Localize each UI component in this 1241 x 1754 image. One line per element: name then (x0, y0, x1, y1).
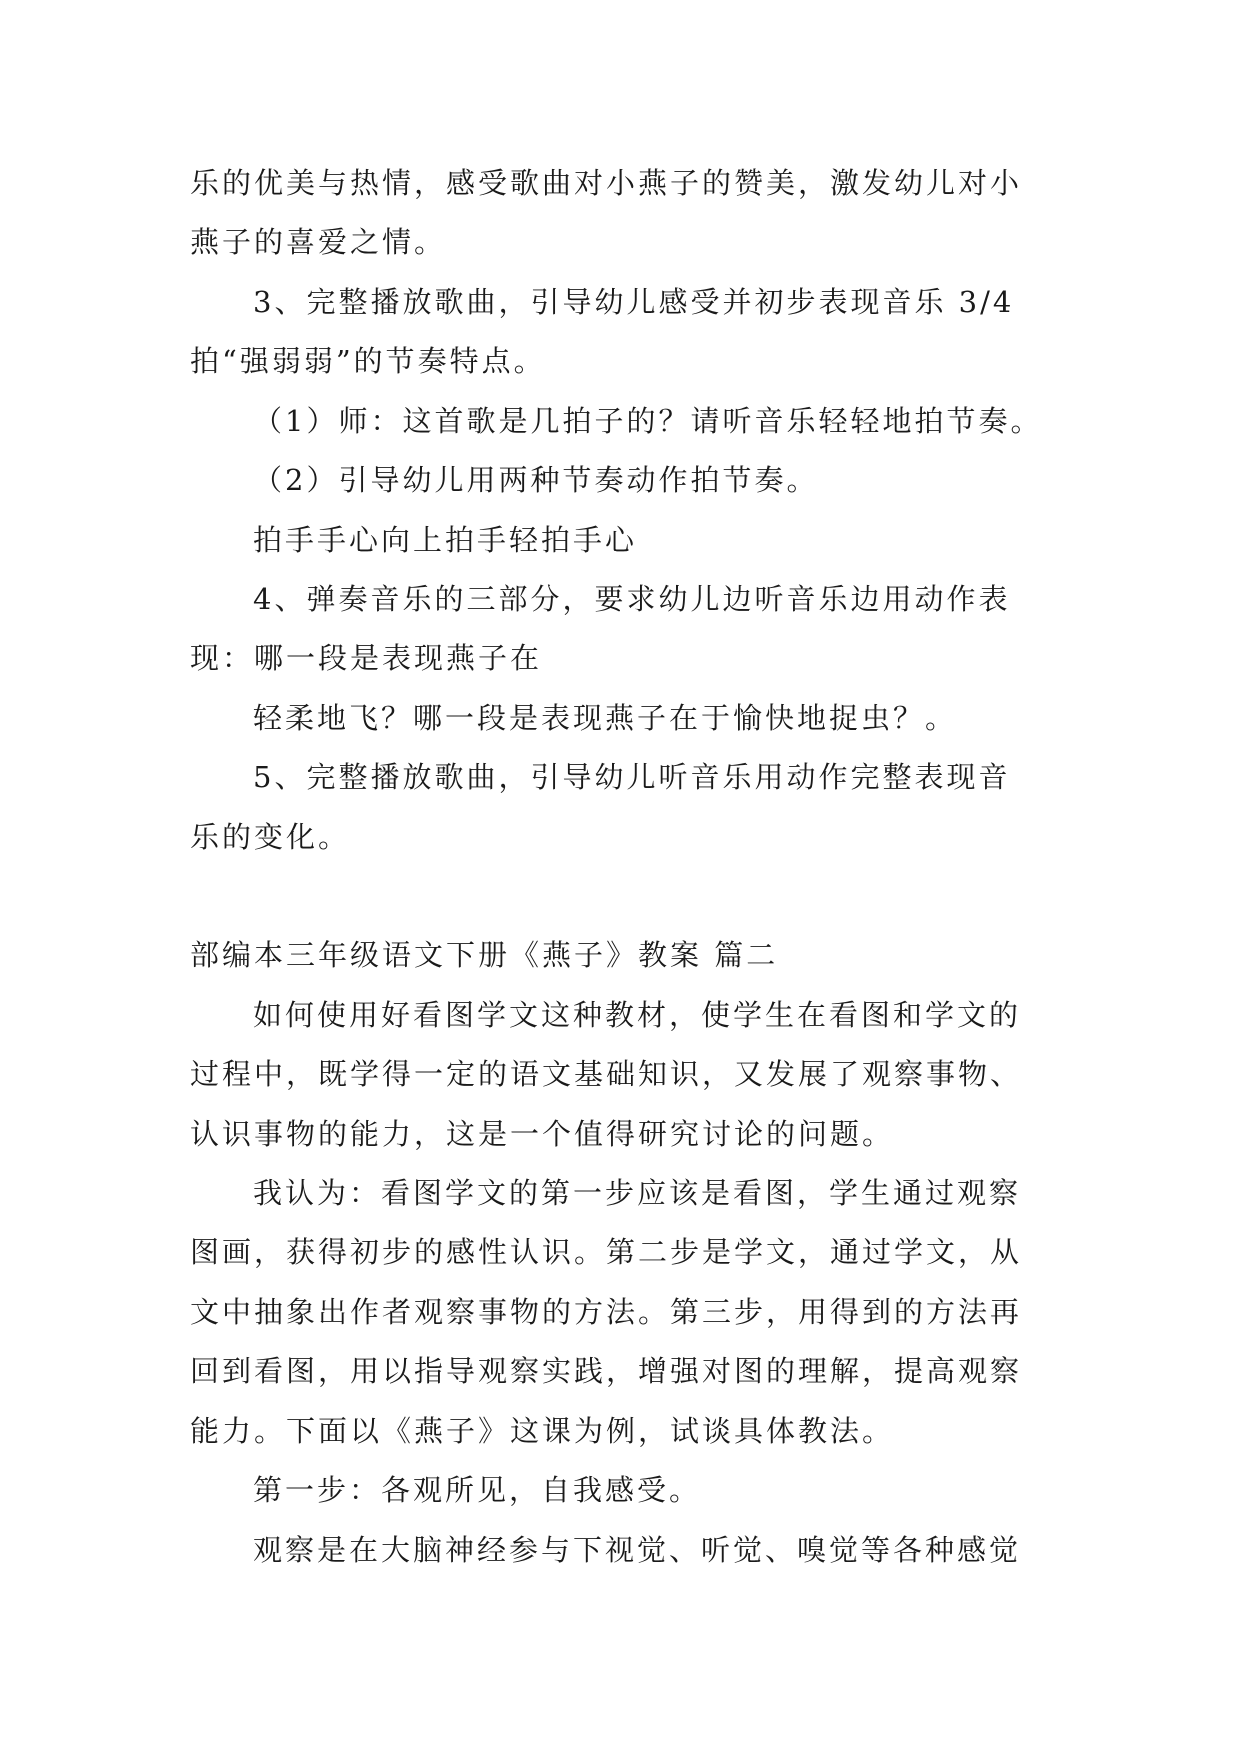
text-line: 乐的变化。 (190, 820, 351, 854)
text-line: 拍手手心向上拍手轻拍手心 (253, 523, 638, 557)
text-line: 文中抽象出作者观察事物的方法。第三步，用得到的方法再 (190, 1295, 1023, 1329)
text-line: 认识事物的能力，这是一个值得研究讨论的问题。 (190, 1117, 895, 1151)
text-line: 如何使用好看图学文这种教材，使学生在看图和学文的 (253, 998, 1022, 1032)
text-line: 3、完整播放歌曲，引导幼儿感受并初步表现音乐 3/4 (253, 285, 1015, 319)
text-line: 燕子的喜爱之情。 (190, 225, 447, 259)
text-line: 图画，获得初步的感性认识。第二步是学文，通过学文，从 (190, 1235, 1023, 1269)
text-line: 过程中，既学得一定的语文基础知识，又发展了观察事物、 (190, 1057, 1023, 1091)
text-line: 第一步：各观所见，自我感受。 (253, 1473, 702, 1507)
text-line: 能力。下面以《燕子》这课为例，试谈具体教法。 (190, 1414, 895, 1448)
text-line: 拍“强弱弱”的节奏特点。 (190, 344, 546, 378)
text-line: 4、弹奏音乐的三部分，要求幼儿边听音乐边用动作表 (253, 582, 1011, 616)
text-line: 观察是在大脑神经参与下视觉、听觉、嗅觉等各种感觉 (253, 1533, 1022, 1567)
text-line: 现：哪一段是表现燕子在 (190, 641, 543, 675)
section-heading: 部编本三年级语文下册《燕子》教案 篇二 (190, 938, 779, 972)
text-line: （1）师：这首歌是几拍子的？请听音乐轻轻地拍节奏。 (253, 404, 1043, 438)
text-line: 回到看图，用以指导观察实践，增强对图的理解，提高观察 (190, 1354, 1023, 1388)
text-line: 轻柔地飞？哪一段是表现燕子在于愉快地捉虫？。 (253, 701, 958, 735)
text-line: 我认为：看图学文的第一步应该是看图，学生通过观察 (253, 1176, 1022, 1210)
text-line: 5、完整播放歌曲，引导幼儿听音乐用动作完整表现音 (253, 760, 1011, 794)
text-line: 乐的优美与热情，感受歌曲对小燕子的赞美，激发幼儿对小 (190, 166, 1023, 200)
text-line: （2）引导幼儿用两种节奏动作拍节奏。 (253, 463, 819, 497)
